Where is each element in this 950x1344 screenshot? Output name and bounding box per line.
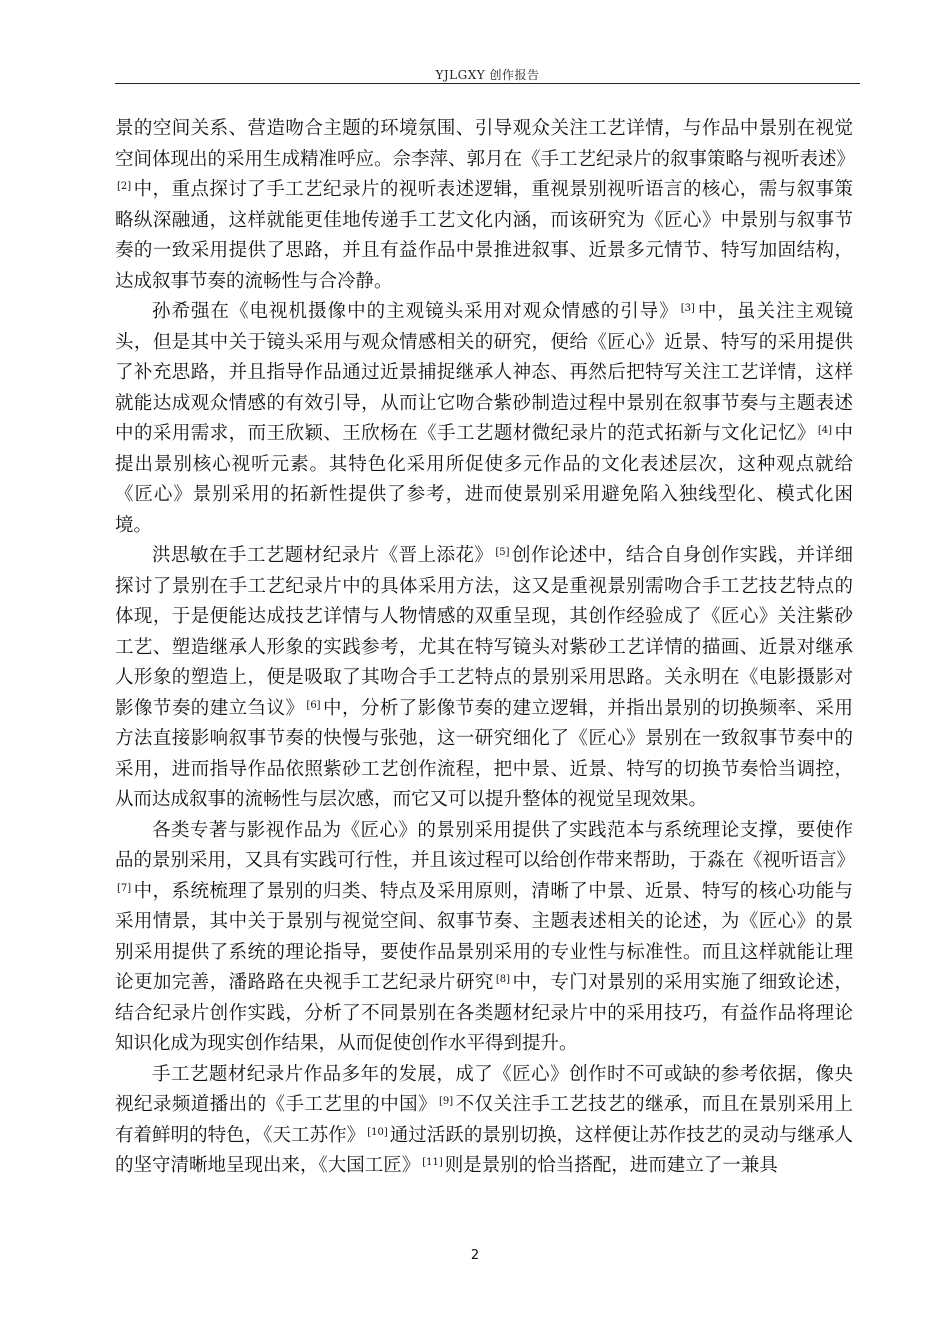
paragraph bbox=[115, 1060, 853, 1182]
paragraph bbox=[115, 114, 856, 297]
header-divider bbox=[115, 83, 860, 84]
citation-ref: [2] bbox=[117, 181, 132, 192]
citation-ref: [7] bbox=[117, 882, 132, 894]
paragraph-text: 孙希强在《电视机摄像中的主观镜头采用对观众情感的引导》 bbox=[152, 301, 679, 322]
paragraph bbox=[115, 297, 853, 541]
paragraph-text: 手工艺题材纪录片作品多年的发展，成了《匠心》创作时不可或缺的参考依据，像央视纪录频道播出的《手工艺里的中国》 bbox=[115, 1063, 853, 1115]
paragraph-text: 通过活跃的景别切换，这样便让苏作技艺的灵动与继承人的坚守清晰地呈现出来，《大国工匠》 bbox=[115, 1124, 853, 1176]
citation-ref: [10] bbox=[367, 1126, 388, 1138]
paragraph-text: 景的空间关系、营造吻合主题的环境氛围、引导观众关注工艺详情，与作品中景别在视觉空间体现出的采用生成精准呼应。佘李萍、郭月在《手工艺纪录片的叙事策略与视听表述》 bbox=[115, 118, 856, 170]
paragraph bbox=[115, 541, 853, 816]
citation-ref: [9] bbox=[439, 1096, 454, 1107]
page-header: YJLGXY 创作报告 bbox=[435, 68, 540, 82]
citation-ref: [6] bbox=[306, 699, 321, 711]
citation-ref: [5] bbox=[495, 547, 510, 558]
paragraph bbox=[115, 816, 856, 1060]
citation-ref: [4] bbox=[817, 425, 833, 436]
paragraph-text: 则是景别的恰当搭配，进而建立了一兼具 bbox=[444, 1155, 778, 1176]
paragraph-text: 中，分析了影像节奏的建立逻辑，并指出景别的切换频率、采用方法直接影响叙事节奏的快慢与张弛，这一研究细化了《匠心》景别在一致叙事节奏中的采用，进而指导作品依照紫砂工艺创作流程，把中景、近景、特写的切换节奏恰当调控，从而达成叙事的流畅性与层次感，而它又可以提升整体的视觉呈现效果。 bbox=[115, 697, 853, 810]
citation-ref: [11] bbox=[422, 1157, 443, 1168]
citation-ref: [8] bbox=[495, 974, 511, 985]
body-text bbox=[115, 114, 856, 1182]
paragraph-text: 洪思敏在手工艺题材纪录片《晋上添花》 bbox=[152, 545, 494, 566]
paragraph-text: 中，虽关注主观镜头，但是其中关于镜头采用与观众情感相关的研究，便给《匠心》近景、特写的采用提供了补充思路，并且指导作品通过近景捕捉继承人神态、再然后把特写关注工艺详情，这样就能达成观众情感的有效引导，从而让它吻合紫砂制造过程中景别在叙事节奏与主题表述中的采用需求，而王欣颖、王欣杨在《手工艺题材微纪录片的范式拓新与文化记忆》 bbox=[115, 301, 853, 444]
page-number: 2 bbox=[470, 1248, 480, 1263]
paragraph-text: 不仅关注手工艺技艺的继承，而且在景别采用上有着鲜明的特色，《天工苏作》 bbox=[115, 1094, 853, 1146]
paragraph-text: 中，重点探讨了手工艺纪录片的视听表述逻辑，重视景别视听语言的核心，需与叙事策略纵深融通，这样就能更佳地传递手工艺文化内涵，而该研究为《匠心》中景别与叙事节奏的一致采用提供了思路，并且有益作品中景推进叙事、近景多元情节、特写加固结构，达成叙事节奏的流畅性与合冷静。 bbox=[115, 179, 853, 292]
paragraph-text: 中，系统梳理了景别的归类、特点及采用原则，清晰了中景、近景、特写的核心功能与采用情景，其中关于景别与视觉空间、叙事节奏、主题表述相关的论述，为《匠心》的景别采用提供了系统的理论指导，要使作品景别采用的专业性与标准性。而且这样就能让理论更加完善，潘路路在央视手工艺纪录片研究 bbox=[115, 880, 853, 993]
paragraph-text: 中提出景别核心视听元素。其特色化采用所促使多元作品的文化表述层次，这种观点就给《匠心》景别采用的拓新性提供了参考，进而使景别采用避免陷入独线型化、模式化困境。 bbox=[115, 423, 853, 536]
paragraph-text: 各类专著与影视作品为《匠心》的景别采用提供了实践范本与系统理论支撑，要使作品的景别采用，又具有实践可行性，并且该过程可以给创作带来帮助，于淼在《视听语言》 bbox=[115, 819, 856, 871]
paragraph-text: 中，专门对景别的采用实施了细致论述，结合纪录片创作实践，分析了不同景别在各类题材纪录片中的采用技巧，有益作品将理论知识化成为现实创作结果，从而促使创作水平得到提升。 bbox=[115, 972, 853, 1054]
paragraph-text: 创作论述中，结合自身创作实践，并详细探讨了景别在手工艺纪录片中的具体采用方法，这又是重视景别需吻合手工艺技艺特点的体现，于是便能达成技艺详情与人物情感的双重呈现，其创作经验成了《匠心》关注紫砂工艺、塑造继承人形象的实践参考，尤其在特写镜头对紫砂工艺详情的描画、近景对继承人形象的塑造上，便是吸取了其吻合手工艺特点的景别采用思路。关永明在《电影摄影对影像节奏的建立刍议》 bbox=[115, 545, 853, 719]
citation-ref: [3] bbox=[680, 303, 695, 314]
